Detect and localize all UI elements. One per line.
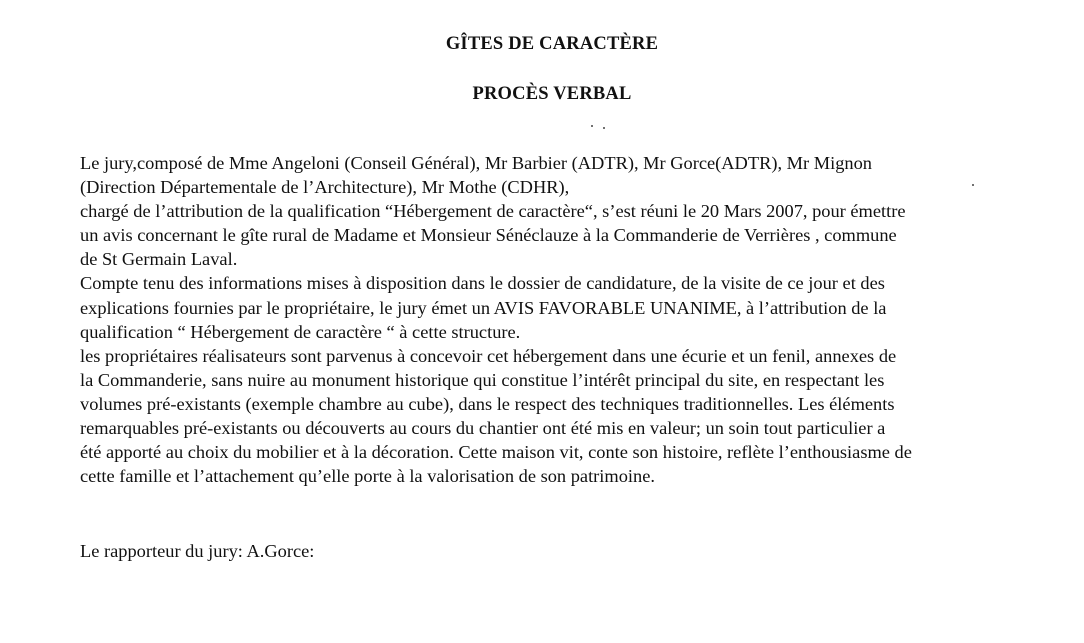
body-line: la Commanderie, sans nuire au monument historique qui constitue l’intérêt principal du site, en respectant les bbox=[80, 369, 885, 390]
body-line: chargé de l’attribution de la qualification “Hébergement de caractère“, s’est réuni le 20 Mars 2007, pour émettre bbox=[80, 201, 906, 222]
scan-speck bbox=[603, 127, 605, 129]
document-subtitle: PROCÈS VERBAL bbox=[472, 84, 632, 104]
body-line: volumes pré-existants (exemple chambre au cube), dans le respect des techniques traditionnelles. Les éléments bbox=[80, 393, 895, 414]
document-title: GÎTES DE CARACTÈRE bbox=[445, 34, 659, 54]
body-line: un avis concernant le gîte rural de Madame et Monsieur Sénéclauze à la Commanderie de Verrières , commune bbox=[80, 225, 897, 246]
body-line: les propriétaires réalisateurs sont parvenus à concevoir cet hébergement dans une écurie et un fenil, annexes de bbox=[80, 345, 897, 366]
body-line: été apporté au choix du mobilier et à la décoration. Cette maison vit, conte son histoire, reflète l’enthousiasme de bbox=[80, 442, 912, 463]
scan-speck bbox=[591, 125, 593, 127]
signature-line: Le rapporteur du jury: A.Gorce: bbox=[80, 541, 315, 561]
body-line: Le jury,composé de Mme Angeloni (Conseil Général), Mr Barbier (ADTR), Mr Gorce(ADTR), Mr Mignon bbox=[80, 153, 872, 173]
body-line: explications fournies par le propriétaire, le jury émet un AVIS FAVORABLE UNANIME, à l’attribution de la bbox=[80, 297, 887, 318]
document-body bbox=[80, 151, 1020, 488]
body-line: remarquables pré-existants ou découverts au cours du chantier ont été mis en valeur; un soin tout particulier a bbox=[80, 418, 886, 439]
body-line: cette famille et l’attachement qu’elle porte à la valorisation de son patrimoine. bbox=[80, 466, 655, 487]
body-line: qualification “ Hébergement de caractère “ à cette structure. bbox=[80, 321, 521, 342]
body-line: (Direction Départementale de l’Architecture), Mr Mothe (CDHR), bbox=[80, 177, 570, 198]
body-line: Compte tenu des informations mises à disposition dans le dossier de candidature, de la visite de ce jour et des bbox=[80, 273, 885, 294]
body-line: de St Germain Laval. bbox=[80, 249, 238, 270]
